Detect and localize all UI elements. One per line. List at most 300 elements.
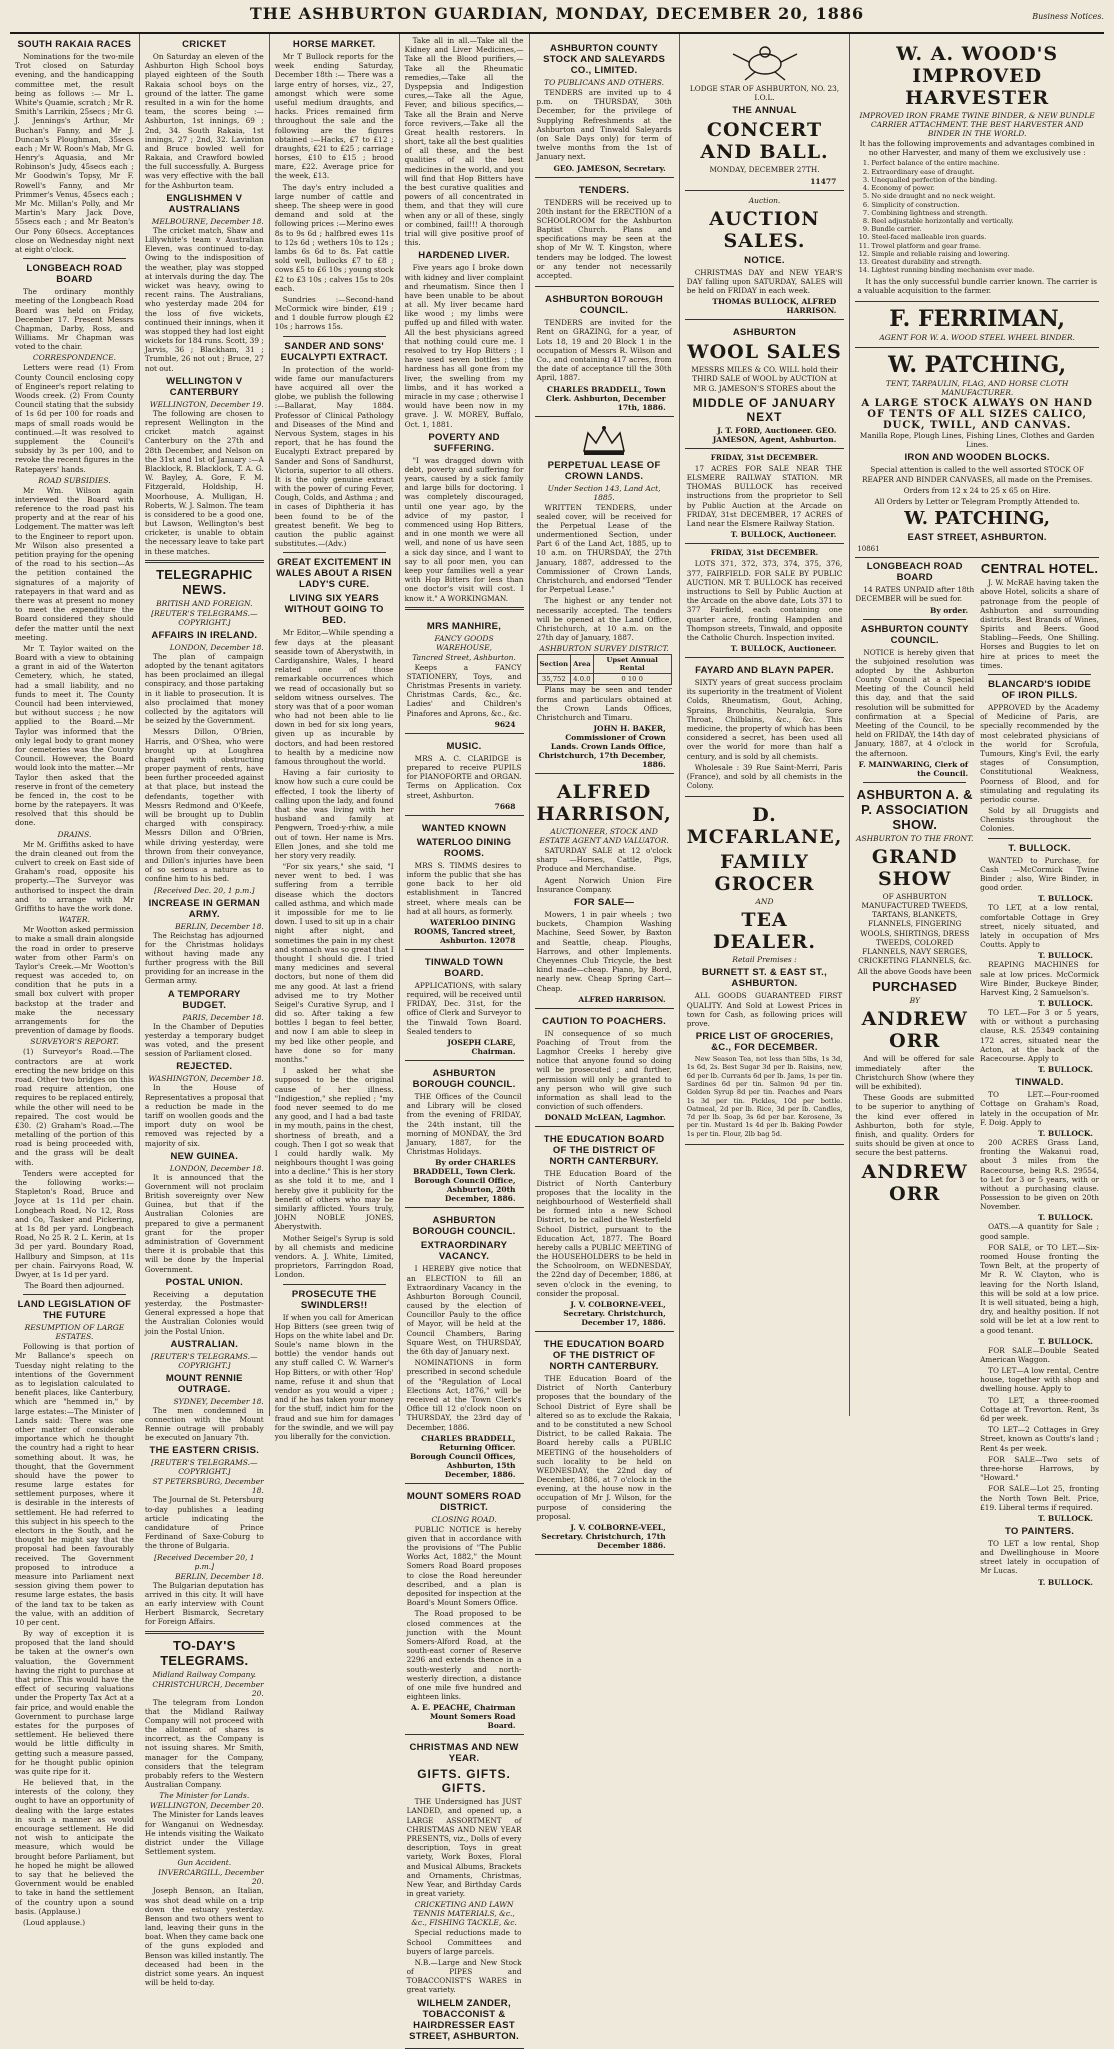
ad-title: WOOL SALES [687, 341, 842, 364]
text: Sold by all Druggists and Chemists throughout the Colonies. [980, 806, 1099, 834]
text: OATS.—A quantity for Sale ; good sample. [980, 1222, 1099, 1241]
text: Mother Seigel's Syrup is sold by all chemists and medicine vendors. A. J. White, Limited, proprietors, Farringdon Road, London. [274, 1233, 394, 1280]
ad-mount-somers [405, 1484, 524, 1736]
ad-signature: T. BULLOCK. [1038, 1336, 1093, 1346]
subheading: WATER. [59, 915, 90, 925]
list-item: 5. No side draught and no neck weight. [871, 192, 1097, 200]
subheading: [REUTER'S TELEGRAMS.—COPYRIGHT.] [151, 608, 258, 627]
text: MRS S. TIMMS desires to inform the public that she has gone back to her old establishment in Tancred street, where meals can be had at all hours, as formerly. [406, 860, 522, 916]
text: On Saturday an eleven of the Ashburton High School boys played eighteen of the South Rakaia school boys on the ground of the latter. The game resulted in a win for the home team, the scores being :— Ashburton, 1st innings, 69 ; 2nd, 34. South Rakaia, 1st innings, 27 ; 2nd, 32. Lavinton and Bruce bowled well for Rakaia, and Crawford bowled the full successfully. A. Burgess was very effective with the ball for the Ashburton team. [144, 52, 264, 190]
ad-patching [855, 348, 1099, 558]
ad-mrs-manhire [405, 614, 524, 734]
cell-area: 4.0.0 [571, 674, 594, 685]
dateline: WELLINGTON, December 19. [149, 399, 264, 409]
survey-table [537, 654, 672, 685]
ad-title: GIFTS. GIFTS. GIFTS. [417, 1767, 511, 1796]
ad-address: EAST STREET, ASHBURTON. [907, 532, 1047, 544]
text: I HEREBY give notice that an ELECTION to fill an Extraordinary Vacancy in the Ashburton Borough Council, caused by the election of Councillor Pauly to the office of Mayor, will be held at the Council Chambers, Baring Square West, on THURSDAY, the 6th day of January next. [406, 1264, 522, 1356]
heading-englishmen-v-australians: ENGLISHMEN V AUSTRALIANS [166, 192, 243, 215]
text: APPLICATIONS, with salary required, will be received until FRIDAY, Dec. 31st, for the office of Clerk and Surveyor to the Tinwald Town Board. Sealed tenders to [406, 980, 522, 1036]
ad-number: 11477 [810, 176, 837, 186]
text: LOTS 371, 372, 373, 374, 375, 376, 377, FAIRFIELD. FOR SALE BY PUBLIC AUCTION. MR T. BULLOCK has received instructions to Sell by Public Auction at the Arcade on the above date, Lots 371 to 377 Fairfield, each containing one quarter acre, fronting Hampden and Thompson streets, Tinwald, and opposite the Catholic Church. Inspection invited. [686, 559, 843, 642]
text: Mr Wootton asked permission to make a small drain alongside the road in order to preserve water from other Farm's on Taylor's Creek.—Mr Wootton's request was acceded to, on condition that he puts in a small box culvert with proper backstop at the trader and make the necessary arrangements for the prevention of damage by floods. [15, 925, 134, 1036]
divider [145, 1631, 264, 1634]
masthead [10, 4, 1104, 34]
ad-caution-poachers [535, 1009, 674, 1128]
column-2 [140, 34, 270, 1988]
heading: HARDENED LIVER. [418, 250, 510, 262]
text: NOMINATIONS in form prescribed in second schedule of the "Regulation of Local Elections Act, 1876," will be received at the Town Clerk's Office till 12 o'clock noon on THURSDAY, the 23rd day of December, 1886. [406, 1358, 522, 1432]
text: Plans may be seen and tender forms and particulars obtained at the Crown Lands Offices, Christchurch and Timaru. [536, 685, 672, 722]
ad-number: 7668 [494, 801, 516, 811]
ad-title: THE EDUCATION BOARD OF THE DISTRICT OF NORTH CANTERBURY. [543, 1134, 665, 1168]
ad-alfred-harrison [535, 774, 674, 1009]
text: Agent Norwich Union Fire Insurance Company. [536, 875, 672, 894]
ad-perpetual-lease [535, 417, 674, 775]
ad-title: FAYARD AND BLAYN PAPER. [695, 665, 834, 677]
text: The day's entry included a large number of cattle and sheep. The sheep were in good demand and sold at the following prices :—Merino ewes 8s to 9s 6d ; halfbred ewes 11s to 12s 6d ; wethers 10s to 12s ; lambs 6s 6d to 8s. Fat cattle sold well, bullocks £7 to £8 ; cows £5 to £6 10s ; young stock £2 to £3 10s ; calves 15s to 20s each. [274, 182, 394, 293]
dateline: WELLINGTON, December 20. [149, 1801, 264, 1811]
ad-tinwald [405, 950, 524, 1061]
ad-address: Tancred Street, Ashburton. [412, 652, 516, 662]
text: It has the following improvements and advantages combined in no other Harvester, and many of them we exclusively use : [859, 139, 1095, 158]
cell-section: 35,752 [537, 674, 571, 685]
text: Receiving a deputation yesterday, the Postmaster-General expressed a hope that the Australian Colonies would join the Postal Union. [144, 1289, 264, 1336]
text: WANTED to Purchase, for Cash —McCormick Twine Binder ; also, Wire Binder, in good order. [980, 855, 1099, 893]
ad-title: ASHBURTON A. & P. ASSOCIATION SHOW. [856, 786, 973, 832]
columns [10, 34, 1104, 2042]
text: The telegram from London that the Midland Railway Company will not proceed with the allotment of shares is incorrect, as the Company is not issuing shares. Mr Smith, manager for the Company, considers that the telegram probably refers to the Western Australian Company. [144, 1697, 264, 1790]
text: Joseph Benson, an Italian, was shot dead while on a trip down the estuary yesterday. Benson and two others went to land, leaving their guns in the boat. When they came back one of the guns exploded and Benson was killed instantly. The deceased had been in the district some years. An inquest will be held to-day. [144, 1886, 264, 1988]
ad-title: BLANCARD'S IODIDE OF IRON PILLS. [988, 679, 1092, 702]
list-item: 8. Reel adjustable horizontally and vertically. [871, 217, 1097, 225]
text: I asked her what she supposed to be the original cause of her illness. "Indigestion," she replied ; "my food never seemed to do me any good, and I had a bad taste in my mouth, pains in the chest, shortness of breath, and a cough. Then I got so weak that I could hardly walk. My neighbours thought I was going into a decline." This is her story as she told it to me, and I hereby give it publicity for the benefit of others who may be similarly afflicted. Yours truly, JOHN NOBLE JONES, Aberystwith. [274, 1066, 394, 1232]
text: TENDERS are invited up to 4 p.m. on THURSDAY, 30th December, for the privilege of Supplying Refreshments at the Ashburton and Tinwald Saleyards (on Sale Days only) for term of twelve months from the 1st of January next. [536, 88, 672, 162]
text: Mr Wm. Wilson again interviewed the Board with reference to the road past his property and at the rear of his Lodgement. The matter was left to the Engineer to report upon. Mr Wilson also presented a petition praying for the opening of the road to his section—As the petition contained the signatures of a majority of ratepayers in that ward and as there was at present no money to meet the expenditure the Board considered they should defer the matter until the next meeting. [15, 485, 134, 642]
list-item: 11. Trowel platform and gear frame. [871, 242, 1097, 250]
ad-title: F. FERRIMAN, [889, 306, 1066, 333]
ad-title: NOTICE. [744, 254, 785, 266]
text: TENDERS are invited for the Rent on GRAZING, for a year, of Lots 18, 19 and 20 Block 1 in the occupation of Messrs R. Wilson and Co., and containing 417 acres, from the date of acceptance till the 30th April, 1887. [536, 318, 672, 383]
ad-signature: T. BULLOCK. [1038, 951, 1093, 961]
ad-subtitle: FANCY GOODS WAREHOUSE, [434, 633, 494, 652]
ad-headline: A LARGE STOCK ALWAYS ON HAND OF TENTS OF ALL SIZES CALICO, DUCK, TWILL, AND CANVAS. [861, 398, 1093, 432]
text: (Loud applause.) [23, 1917, 86, 1927]
ad-title: CAUTION TO POACHERS. [542, 1015, 667, 1027]
text: OF ASHBURTON MANUFACTURED TWEEDS, TARTANS, BLANKETS, FLANNELS, FINGERING WOOLS, SHIRTINGS, DRESS TWEEDS, COLORED FLANNELS, NAVY SERGES, CRICKETING FLANNELS, &c. [858, 891, 972, 966]
heading: THE EASTERN CRISIS. [149, 1445, 260, 1457]
dateline: LONDON, December 18. [169, 1163, 264, 1173]
ad-subtitle: IMPROVED IRON FRAME TWINE BINDER, & NEW BUNDLE CARRIER ATTACHMENT. THE BEST HARVESTER AND BINDER IN THE WORLD. [859, 111, 1095, 138]
lodge-emblem-icon [715, 42, 815, 82]
ad-signature: T. BULLOCK. [1038, 999, 1093, 1009]
text: TO LET, a three-roomed Cottage at Trevorton. Rent, 3s 6d per week. [980, 1395, 1099, 1424]
ad-signature: T. BULLOCK, Auctioneer. [730, 644, 837, 654]
text: These Goods are submitted to be superior to anything of the kind ever offered in Ashburton, both for style, finish, and quality. Orders for suits should be given at once to secure the best patterns. [855, 1093, 975, 1158]
subheading: DRAINS. [57, 829, 92, 839]
text: FRIDAY, 31st DECEMBER. [710, 548, 819, 558]
ad-subtitle: ASHBURTON SURVEY DISTRICT. [539, 644, 669, 654]
ad-title: LONGBEACH ROAD BOARD [866, 561, 963, 584]
column-1 [10, 34, 140, 1927]
text: New Season Tea, not less than 5lbs, 1s 3d, 1s 6d, 2s. Best Sugar 3d per lb. Raisins, new, 6d per lb. Currants 6d per lb. Jams, 1s per tin. Sardines 6d per tin. Salmon 9d per tin. Golden Syrup 8d per tin. Peaches and Pears 1s 3d per tin. Pickles, 10d per bottle. Oatmeal, 2d per lb. Rice, 3d per lb. Candles, 7d per lb. Soap, 3s 6d per bar. Kerosene, 3s per tin. Mustard 1s 4d per lb. Baking Powder 1s per tin. Flour, 2lb bag 5d. [686, 1055, 843, 1138]
heading: NEW GUINEA. [170, 1150, 239, 1162]
text: Following is that portion of Mr Ballance's speech on Tuesday night relating to the intentions of the Government as to legislation calculated to benefit places, like Canterbury, which are "hemmed in," by large estates:—The Minister of Lands said: There was one other matter of considerable importance which he thought the country had a right to hear something about. It was, he thought, that the Government should have the power to resume large estates for settlement purposes, where it is desirable in the interests of settlement. He had referred to this subject in his speech to the electors in the South, and he thought he might say that the proposal had been favourably received. The Government proposed to introduce a measure into Parliament next session giving them power to resume large estates, the basis of the land tax to be taken as the value, with an addition of 10 per cent. [15, 1342, 134, 1627]
divider [283, 552, 386, 553]
ad-signature: ALFRED HARRISON. [578, 994, 666, 1004]
text: Mr T. Taylor waited on the Board with a view to obtaining a grant in aid of the Waterton Cemetery, which, he stated, had a small liability, and no funds to meet it. The County Council had been interviewed, but without success ; he now applied to the Board.—Mr Taylor was informed that the only legal body to grant money for cemeteries was the County Council. However, the Board would look into the matter.—Mr Taylor then asked that the reserve in front of the cemetery be fenced in, the cost to be borne by the ratepayers. It was resolved that this should be done. [15, 643, 134, 828]
ad-title: THE EDUCATION BOARD OF THE DISTRICT OF NORTH CANTERBURY. [543, 1339, 665, 1372]
text: TO LET.—Four-roomed Cottage on Graham's Road, lately in the occupation of Mr. F. Doig. Apply to [980, 1090, 1099, 1127]
col-header-area: Area [571, 655, 594, 674]
dateline: BERLIN, December 18. [174, 921, 264, 931]
column-business [850, 34, 1104, 1587]
ad-subtitle: TENT, TARPAULIN, FLAG, AND HORSE CLOTH MANUFACTURER. [885, 379, 1069, 398]
ad-title: D. MCFARLANE, [686, 804, 843, 849]
ad-signature: T. BULLOCK. [1038, 1065, 1093, 1075]
text: THE Offices of the Council and Library will be closed from the evening of FRIDAY, the 24th instant, till the morning of MONDAY, the 3rd January, 1887, for the Christmas Holidays. [406, 1092, 522, 1157]
ad-signature: ANDREW ORR [861, 1160, 968, 1205]
column-5 [530, 34, 680, 1550]
text: Mr M. Griffiths asked to have the drain cleaned out from the culvert to creek on East side of Graham's road, opposite his property.—The Surveyor was authorised to inspect the drain and to arrange with Mr Griffiths to have the work done. [15, 839, 134, 913]
ad-title: TENDERS. [578, 184, 630, 196]
list-item: 1. Perfect balance of the entire machine. [871, 159, 1097, 167]
ad-signature: T. BULLOCK, Auctioneer. [730, 530, 837, 540]
ad-headline: IRON AND WOODEN BLOCKS. [904, 452, 1050, 464]
ad-fayard-blayn [685, 658, 845, 797]
text: The ordinary monthly meeting of the Longbeach Road Board was held on Friday, December 17. Present Messrs Chapman, Darby, Ross, and Williams. Mr Chapman was voted to the chair. [15, 287, 134, 352]
ad-title: WATERLOO DINING ROOMS. [416, 836, 512, 859]
ad-auction-sales [685, 191, 845, 321]
column-3 [270, 34, 400, 1441]
business-left [855, 558, 974, 1587]
subheading: The Minister for Lands. [159, 1791, 250, 1801]
list-item: 9. Bundle carrier. [871, 225, 1097, 233]
dateline: CHRISTCHURCH, December 20. [152, 1679, 264, 1698]
text: PUBLIC NOTICE is hereby given that in accordance with the provisions of "The Public Works Act, 1882," the Mount Somers Road Board proposes to close the Road hereunder described, and a plan is deposited for inspection at the Board's Mount Somers Office. [406, 1524, 522, 1608]
ad-subtitle: ASHBURTON TO THE FRONT. [856, 833, 974, 843]
ad-borough-grazing [535, 287, 674, 416]
heading-cricket: CRICKET [182, 39, 227, 50]
text: The Reichstag has adjourned for the Christmas holidays without having made any further progress with the Bill providing for an increase in the German army. [144, 930, 264, 986]
text: TO LET, at a low rental, comfortable Cottage in Grey street, nicely situated, and lately in occupation of Mrs Coutts. Apply to [980, 903, 1099, 950]
column-4 [400, 34, 530, 2042]
ad-subtitle: PRICE LIST OF GROCERIES, &C., FOR DECEMBER. [695, 1031, 834, 1054]
text: NOTICE is hereby given that the subjoined resolution was adopted by the Ashburton County Council at a Special Meeting of the Council held this day, and that the said resolution will be submitted for confirmation at a Special Meeting of the Council, to be held on FRIDAY, the 14th day of January, 1887, at 4 o'clock in the afternoon. [855, 647, 975, 758]
ad-title: EXTRAORDINARY VACANCY. [420, 1240, 508, 1263]
ad-title: ANDREW ORR [861, 1008, 968, 1053]
ad-title: FOR SALE— [573, 897, 635, 908]
ad-signature: THOMAS BULLOCK, ALFRED HARRISON. [712, 297, 837, 316]
ad-subtitle: TO PUBLICANS AND OTHERS. [544, 78, 665, 87]
text: Nominations for the two-mile Trot closed on Saturday evening, and the handicapping committee met, the result being as follows :— Mr L. White's Quamie, scratch ; Mr R. Smith's Larrikin, 25secs ; Mr G. J. Jennings's Arthur, Mr Buchan's Fanny, and Mr J. Duncan's Ploughman, 35secs each ; Mr W. Roon's Mab, Mr G. Henry's Aquasia, and Mr Robinson's Judy, 45secs each ; Mr Goodwin's Topsy, Mr F. Rowell's Fanny, and Mr Primmer's Venus, 45secs each ; Mr Mc. Millan's Polly, and Mr Martin's Mary Jack Dove, 55secs each ; and Mr Beaton's Our Pony 60secs. Acceptances close on Wednesday night next at eight o'clock. [15, 52, 134, 254]
ad-number: 9624 [494, 719, 516, 729]
list-item: 13. Greatest durability and strength. [871, 258, 1097, 266]
ad-number: 10861 [857, 545, 880, 554]
ad-17-acres [685, 449, 845, 545]
heading: AFFAIRS IN IRELAND. [151, 629, 258, 641]
dateline: ST PETERSBURG, December 18. [152, 1477, 264, 1496]
text: The Minister for Lands leaves for Wanganui on Wednesday. He intends visiting the Waikato district under the Village Settlement system. [144, 1810, 264, 1857]
text: "For six years," she said, "I never went to bed. I was suffering from a terrible disease which the doctors called asthma, and which made it impossible for me to lie down. I used to sit up in a chair night after night, and sometimes the pain in my chest and stomach was so great that I thought I should die. I tried many medicines and several doctors, but none of them did me any good. At last a friend advised me to try Mother Seigel's Curative Syrup, and I did so. After taking a few bottles I began to feel better, and now I am able to sleep in my bed like other people, and have done so for many months." [274, 862, 394, 1064]
ad-education-board-2 [535, 1332, 674, 1555]
text: All Orders by Letter or Telegram Promptly Attended to. [874, 496, 1080, 506]
divider [988, 674, 1091, 675]
text: The following are chosen to represent Wellington in the cricket match against Canterbury on the 27th and 28th December, and Nelson on the 31st and 1st of January :—A Blacklock, R. Blacklock, T. A. G. W. Bayley, A. Gore, F. M. Fitzgerald, Holdship, H. Moorhouse, A. Mulligan, H. Roberts, W. J. Salmon. The team is considered to be a good one, but Lawson, Wellington's best cricketer, is unable to obtain the necessary leave to take part in these matches. [144, 408, 264, 556]
text: Take all in all.—Take all the Kidney and Liver Medicines,—Take all the Blood purifiers,—Take all the Rheumatic remedies,—Take all the Dyspepsia and Indigestion cures,—Take all the Ague, Fever, and bilious specifics,—Take all the Brain and Nerve force revivers,—Take all the Great health restorers. In short, take all the best qualities of all these, and the best qualities of all the best medicines in the world, and you will find that Hop Bitters have the best curative qualities and powers of all concentrated in them, and that they will cure when any or all of these, singly or combined, fail!!! A thorough trial will give positive proof of this. [404, 36, 524, 248]
crown-emblem-icon [574, 423, 634, 457]
text: MESSRS MILES & CO. WILL hold their THIRD SALE of WOOL by AUCTION at MR G. JAMESON'S STORES about the [691, 365, 838, 393]
divider [145, 560, 264, 563]
heading: POSTAL UNION. [165, 1276, 244, 1288]
subheading: Gun Accident. [177, 1858, 232, 1868]
col-header-rent: Upset Annual Rental [593, 655, 671, 674]
ad-saleyards [535, 36, 674, 178]
dateline: WASHINGTON, December 18. [148, 1074, 264, 1084]
ad-title: CENTRAL HOTEL. [980, 561, 1099, 577]
list-item: 7. Combining lightness and strength. [871, 209, 1097, 217]
ad-title: MRS MANHIRE, [426, 620, 502, 632]
text: N.B.—Large and New Stock of PIPES and TOBACCONIST'S WARES in great variety. [406, 1957, 522, 1995]
heading-telegraphic-news: TELEGRAPHIC NEWS. [156, 566, 253, 597]
heading: REJECTED. [176, 1061, 233, 1073]
ad-music [405, 734, 524, 816]
text: FOR SALE, or TO LET.—Six-roomed House fronting the Town Belt, at the property of Mr R. W. Clayton, who is leaving for the North Island, this will be sold at a low price. It is well situated, being a high, dry, and healthy position. If not sold will be let at a low rent to a good tenant. [980, 1242, 1099, 1335]
ad-signature: JOSEPH CLARE, Chairman. [447, 1038, 516, 1056]
ad-subtitle: Retail Premises : [732, 955, 797, 965]
ad-subtitle: AND [755, 897, 774, 907]
text: Mr T Bullock reports for the week ending Saturday, December 18th :— There was a large entry of horses, viz., 27, amongst which were some useful medium draughts, and hacks. Prices remained firm throughout the sale and the following are the figures obtained :—Hacks, £7 to £12 ; draughts, £21 to £25 ; carriage horses, £10 to £15 ; brood mare, £22. Average price for the week, £13. [274, 52, 394, 181]
divider [405, 607, 524, 610]
ad-ferriman [855, 302, 1099, 348]
divider [283, 336, 386, 337]
text: THE Education Board of the District of North Canterbury proposes that the boundary of the School District of Eyre shall be altered so as to exclude the Rakaia, and to be constituted a new School District, to be called Rakaia. The Board hereby calls a PUBLIC MEETING of the householders of such locality to be held on WEDNESDAY, the 22nd day of December, 1886, at 7 o'clock in the evening, at the house now in the occupation of Mr J. Wilson, for the purpose of considering the proposal. [536, 1374, 672, 1521]
ad-title: ASHBURTON BOROUGH COUNCIL. [545, 294, 664, 317]
text: SIXTY years of great success proclaim its superiority in the treatment of Violent Colds, Rheumatism, Gout, Aching, Sprains, Bronchitis, Neuralgia, Sore Throat, Chilblains, &c., &c. This medicine, the property of which has been considered a secret, has been used all over the world for more than half a century, and is sold by all chemists. [686, 678, 843, 761]
ad-mcfarlane [685, 797, 845, 1145]
ad-title: TEA DEALER. [713, 909, 816, 954]
ad-signature: T. BULLOCK. [1038, 894, 1093, 904]
text: Messrs Dillon, O'Brien, Harris, and O'Shea, who were brought up at Loughrea charged with obstructing proper payment of rents, have been further proceeded against at that place, but instead the defendants, together with Messrs Redmond and O'Keefe, will be brought up to Dublin charged with conspiracy. Messrs Dillon and O'Brien, while driving yesterday, were thrown from their conveyance, and Dillon's injuries have been of so serious a nature as to confine him to his bed. [144, 727, 264, 884]
text: The Board then adjourned. [24, 1281, 125, 1291]
ad-title: PERPETUAL LEASE OF CROWN LANDS. [547, 459, 661, 482]
ad-extraordinary-vacancy [405, 1208, 524, 1483]
column-6 [680, 34, 851, 1416]
text: Wholesale : 39 Rue Saint-Merri, Paris (France), and sold by all chemists in the Colony. [686, 762, 843, 791]
text: LODGE STAR OF ASHBURTON, NO. 23, I.O.L. [689, 84, 840, 103]
newspaper-title: THE ASHBURTON GUARDIAN, MONDAY, DECEMBER 20, 1886 [249, 4, 865, 23]
subheading: ROAD SUBSIDIES. [38, 475, 111, 485]
text: J. W. McRAE having taken the above Hotel, solicits a share of patronage from the people of Ashburton and surrounding districts. Best Brands of Wines, Spirits and Beers. Good Stabling—Feeds, One Shilling. Horses and Buggies to let on hire at prices to meet the times. [980, 578, 1099, 670]
text: FOR SALE—Double Seated American Waggon. [980, 1345, 1099, 1364]
ad-title: ASHBURTON BOROUGH COUNCIL. [412, 1068, 516, 1090]
text: (1) Surveyor's Road.—The contractors are at work erecting the new bridge on this road. Other two bridges on this road require attention, one requires to be replaced entirely, while the other will need to be repaired. The cost would be £30. (2) Graham's Road.—The metalling of the portion of this road is being proceeded with, and the grass will be dealt with. [15, 1047, 134, 1167]
text: MONDAY, DECEMBER 27TH. [709, 165, 820, 175]
text: The plan of campaign adopted by the tenant agitators has been proclaimed an illegal conspiracy, and those partaking in it liable to prosecution. It is also proclaimed that money collected by the agitators will be seized by the Government. [144, 651, 264, 726]
text: APPROVED by the Academy of Medicine of Paris, are specially recommended by the most celebrated physicians of the world for Scrofula, Tumours, King's Evil, the early stages of Consumption, Constitutional Weakness, Poorness of Blood, and for stimulating and regulating its periodic course. [980, 703, 1099, 804]
text: THE Education Board of the District of North Canterbury proposes that the locality in the neighbourhood of Westerfield shall be formed into a new School District, to be called the Westerfield School District, pursuant to the Education Act, 1877. The Board hereby calls a PUBLIC MEETING of the HOUSEHOLDERS to be held in the Schoolroom, on WEDNESDAY, the 22nd day of December, 1886, at seven o'clock in the evening, to consider the proposal. [536, 1169, 672, 1298]
ad-title: CONCERT AND BALL. [700, 119, 829, 164]
ad-title: ASHBURTON BOROUGH COUNCIL. [412, 1215, 516, 1238]
table-header [537, 655, 671, 674]
feature-list [871, 159, 1097, 274]
text: And will be offered for sale immediately after the Christchurch Show (where they will be exhibited). [855, 1054, 975, 1092]
text: WRITTEN TENDERS, under sealed cover, will be received for the Perpetual Lease of the undermentioned Section, under Part 6 of the Land Act, 1885, up to 10 a.m. on THURSDAY, the 27th January, 1887, addressed to the Commissioner of Crown Lands, Christchurch, and endorsed "Tender for Perpetual Lease." [536, 502, 672, 595]
text: "I was dragged down with debt, poverty and suffering for years, caused by a sick family and large bills for doctoring. I was completely discouraged, until one year ago, by the advice of my pastor, I commenced using Hop Bitters, and in one month we were all well, and none of us have seen a sick day since, and I want to say to all poor men, you can keep your families well a year with Hop Bitters for less than one doctor's visit will cost. I know it." A WORKINGMAN. [404, 455, 524, 603]
ad-signature: J. T. FORD, Auctioneer. GEO. JAMESON, Agent, Ashburton. [712, 425, 837, 444]
heading-wellington-v-canterbury: WELLINGTON V CANTERBURY [166, 375, 243, 398]
text: TENDERS will be received up to 20th instant for the ERECTION of a SCHOOLROOM for the Ashburton Baptist Church. Plans and specifications may be seen at the shop of Mr W. T. Kingston, where tenders may be lodged. The lowest or any tender not necessarily accepted. [536, 197, 672, 280]
ad-title: W. A. WOOD'S IMPROVED HARVESTER [896, 43, 1059, 109]
ad-christmas-gifts [405, 1735, 524, 2048]
text: Manilla Rope, Plough Lines, Fishing Lines, Clothes and Garden Lines. [859, 431, 1095, 450]
text: SATURDAY SALE at 12 o'clock sharp —Horses, Cattle, Pigs, Produce and Merchandise. [536, 846, 672, 874]
text: The men condemned in connection with the Mount Rennie outrage will probably be executed on January 7th. [144, 1405, 264, 1443]
dateline: INVERCARGILL, December 20. [158, 1868, 264, 1887]
subheading: RESUMPTION OF LARGE ESTATES. [24, 1323, 125, 1342]
ad-signature: T. BULLOCK. [1038, 1213, 1093, 1223]
ad-title: TINWALD. [1015, 1077, 1064, 1089]
subheading: [REUTER'S TELEGRAMS.—COPYRIGHT.] [151, 1351, 258, 1370]
ad-signature: T. BULLOCK. [1038, 1128, 1093, 1138]
ad-title: MIDDLE OF JANUARY NEXT [692, 395, 837, 424]
ad-address: BURNETT ST. & EAST ST., ASHBURTON. [701, 967, 828, 990]
text: By way of exception it is proposed that the land should be taken at the owner's own valuation, the Government having the right to purchase at that price. This would have the effect of securing valuations under the Property Tax Act at a fair price, and would enable the Government to purchase large estates for the purposes of settlement. He believed there would be little difficulty in getting such a measure passed, for he thought public opinion was quite ripe for it. [15, 1629, 134, 1776]
text: Special attention is called to the well assorted STOCK OF REAPER AND BINDER CANVASES, all made on the Premises. [862, 465, 1093, 484]
text: The cricket match, Shaw and Lillywhite's team v Australian Eleven, was continued to-day. Owing to the indisposition of the weather, play was stopped at intervals during the day. The wicket was heavy, owing to recent rains. The Australians, who yesterday made 204 for the loss of five wickets, continued their innings, when it was stopped they had lost eight wickets for 184 runs. Scott, 39 ; Jarvis, 36 ; Blackham, 31 ; Trumble, 26 not out ; Bruce, 27 not out. [144, 225, 264, 373]
text: Orders from 12 x 24 to 25 x 65 on Hire. [903, 485, 1051, 495]
subheading: [REUTER'S TELEGRAMS.—COPYRIGHT.] [151, 1458, 258, 1477]
text: Having a fair curiosity to know how such a cure could be effected, I took the liberty of calling upon the lady, and found that she was living with her husband and family at Pengwern, Troed-y-rhiw, a mile out of town. Her name is Mrs. Ellen Jones, and she told me her story very readily. [274, 768, 394, 860]
text: Mr Editor,—While spending a few days at the pleasant seaside town of Aberystwith, in Cardiganshire, Wales, I heard related one of those remarkable occurrences which we read of occasionally but so seldom witness ourselves. The story was that of a poor woman who had not been able to lie down in bed for six long years, given up as incurable by doctors, and had been restored to health by a medicine now famous throughout the world. [274, 628, 394, 766]
list-item: 10. Steel-faced malleable iron guards. [871, 233, 1097, 241]
text: ALL GOODS GUARANTEED FIRST QUALITY. And Sold at Lowest Prices in town for Cash, as following prices will prove. [686, 991, 843, 1028]
list-item: 14. Lightest running binding mechanism ever made. [871, 266, 1097, 274]
ad-education-board-1 [535, 1127, 674, 1332]
text: TO LET.—For 3 or 5 years, with or without a purchasing clause, R.S. 25349 containing 172 acres, situated near the Acton, at the back of the Racecourse. Apply to [980, 1008, 1099, 1064]
ad-title: MUSIC. [446, 740, 482, 752]
text: Five years ago I broke down with kidney and liver complaint and rheumatism. Since then I have been unable to be about at all. My liver became hard like wood ; my limbs were puffed up and filled with water. All the best physicians agreed that nothing could cure me. I resolved to try Hop Bitters ; I have used seven bottles ; the hardness has all gone from my liver, the swelling from my limbs, and it has worked a miracle in my case ; otherwise I would have been now in my grave. J. W. MOREY, Buffalo, Oct. 1, 1881. [404, 263, 524, 429]
dateline: PARIS, December 18. [182, 1012, 264, 1022]
ad-title: AUCTION SALES. [709, 207, 820, 252]
business-right [980, 558, 1099, 1587]
heading: INCREASE IN GERMAN ARMY. [148, 897, 261, 920]
text: 17 ACRES FOR SALE NEAR THE ELSMERE RAILWAY STATION. MR THOMAS BULLOCK has received instructions from the proprietor to Sell by Public Auction at the Arcade on FRIDAY, 31st DECEMBER, 17 ACRES of Land near the Elsmere Railway Station. [686, 463, 843, 528]
ad-title: T. BULLOCK. [1008, 842, 1071, 854]
ad-subtitle: Auction. [748, 195, 781, 205]
text: The highest or any tender not necessarily accepted. The tenders will be opened at the Land Office, Christchurch, at 10 a.m. on the 27th day of January, 1887. [536, 596, 672, 643]
text: FOR SALE—Two sets of three-horse Harrows, by "Howard." [980, 1454, 1099, 1483]
divider [863, 782, 966, 783]
divider [988, 838, 1091, 839]
text: FRIDAY, 31st DECEMBER. [710, 452, 819, 462]
heading-south-rakaia-races: SOUTH RAKAIA RACES [17, 39, 132, 50]
cell-rent: 0 10 0 [593, 674, 671, 685]
text: All the above Goods have been [857, 967, 972, 977]
business-two-column [855, 558, 1099, 1587]
text: FOR SALE—Lot 25, fronting the North Town Belt. Price, £19. Liberal terms if required. [980, 1484, 1099, 1512]
ad-title: PURCHASED [872, 979, 958, 995]
ad-signature: T. BULLOCK. [1038, 1513, 1093, 1523]
heading: POVERTY AND SUFFERING. [428, 431, 500, 454]
heading: AUSTRALIAN. [170, 1338, 239, 1350]
divider [23, 1294, 126, 1295]
ad-subtitle: CRICKETING AND LAWN TENNIS MATERIALS, &c., &c., FISHING TACKLE, &c. [411, 1900, 517, 1928]
text: The Road proposed to be closed commences at the junction with the Mount Somers-Alford Road, at the south-east corner of Reserve 2296 and extends thence in a south-westerly and north-westerly direction, a distance of one mile five hundred and eighteen links. [406, 1609, 522, 1702]
ad-signature: By order CHARLES BRADDELL, Town Clerk. Borough Council Office, Ashburton, 20th December, 1886. [413, 1158, 516, 1204]
text: The Journal de St. Petersburg to-day publishes a leading article indicating the candidature of Prince Ferdinand of Saxe-Coburg to the throne of Bulgaria. [144, 1495, 264, 1551]
ad-title: FAMILY GROCER [714, 851, 815, 896]
text: CHRISTMAS DAY and NEW YEAR'S DAY falling upon SATURDAY, SALES will be held on FRIDAY in each week. [686, 267, 843, 295]
text: TO LET a low rental, Shop and Dwellinghouse in Moore street lately in occupation of Mr Lucas. [980, 1538, 1099, 1576]
heading: A TEMPORARY BUDGET. [167, 988, 241, 1011]
ad-signature: J. V. COLBORNE-VEEL, Secretary. Christchurch, 17th December 1886. [541, 1523, 666, 1550]
list-item: 6. Simplicity of construction. [871, 201, 1097, 209]
text: It is announced that the Government will not proclaim British sovereignty over New Guinea, but that if the Australian Colonies are prepared to give a permanent grant for the proper administration of Government there it is probable that this will be done by the Imperial Government. [144, 1172, 264, 1274]
ad-title: THE ANNUAL [732, 105, 797, 117]
ad-title: ASHBURTON [732, 327, 797, 339]
text: Keeps a FANCY STATIONERY, Toys, and Christmas Presents in variety. Christmas Cards, &c., &c. Ladies' and Children's Pinafores and Aprons, &c., &c. [406, 662, 522, 718]
subheading: Midland Railway Company. [152, 1669, 257, 1679]
ad-signature: CHARLES BRADDELL, Returning Officer. Borough Council Offices, Ashburton, 15th December, 1886. [409, 1433, 516, 1479]
text: 200 ACRES Grass Land, fronting the Wakanui road, about 3 miles from the Racecourse, being R.S. 29554, to Let for 3 or 5 years, with or without a purchasing clause. Possession to be given on 20th November. [980, 1137, 1099, 1212]
ad-wood-harvester [855, 36, 1099, 302]
ad-waterloo [405, 816, 524, 950]
ad-subtitle: Under Section 143, Land Act, 1885. [547, 483, 661, 502]
heading-horse-market: HORSE MARKET. [292, 39, 376, 50]
text: Special reductions made to School Committees and buyers of large parcels. [406, 1928, 522, 1956]
ad-signature: JOHN H. BAKER, Commissioner of Crown Lands. Crown Lands Office, Christchurch, 17th December, 1886. [538, 724, 666, 770]
subheading: CORRESPONDENCE. [32, 353, 117, 363]
dateline: MELBOURNE, December 18. [151, 216, 264, 226]
divider [863, 619, 966, 620]
text: In protection of the world-wide fame our manufacturers have acquired all over the globe, we publish the following :—Ballarat, May 1884. Professor of Clinical Pathology and Diseases of the Mind and Nervous System, stages in his report, that he has found the Eucalypti Extract prepared by Sander and Sons of Sandhurst, Victoria, superior to all others. It is the only genuine extract with the power of curing Fever, Cough, Colds, and Asthma ; and in cases of Diphtheria it has been found to be of the greatest benefit. We beg to caution the public against substitutes.—(Adv.) [274, 364, 394, 549]
ad-tenders [535, 178, 674, 288]
col-header-section: Section [537, 655, 571, 674]
ad-signature: WATERLOO DINING ROOMS, Tancred street, Ashburton. 12078 [413, 917, 516, 945]
ad-signature: J. V. COLBORNE-VEEL, Secretary. Christchurch, December 17, 1886. [563, 1300, 666, 1327]
text: 14 RATES UNPAID after 18th DECEMBER will be sued for. [855, 585, 975, 604]
ad-title: TINWALD TOWN BOARD. [424, 956, 504, 979]
heading-land-legislation: LAND LEGISLATION OF THE FUTURE [17, 1299, 132, 1322]
ad-signature: T. BULLOCK. [1038, 1577, 1093, 1587]
ad-subtitle: AUCTIONEER, STOCK AND ESTATE AGENT AND VALUATOR. [539, 827, 669, 846]
text: IN consequence of so much Poaching of Trout from the Lagmhor Creeks I hereby give notice that anyone found so doing will be prosecuted ; and further, permission will only be granted to any person who will give such information as shall lead to the conviction of such offenders. [536, 1028, 672, 1112]
text: In the House of Representatives a proposal that a reduction be made in the tariff on woollen goods and the import duty on wool be removed was rejected by a majority of six. [144, 1083, 264, 1148]
text: It has the only successful bundle carrier known. The carrier is a valuable acquisition to the farmer. [857, 276, 1097, 295]
ad-signature: GEO. JAMESON, Secretary. [553, 163, 666, 173]
ad-title: CHRISTMAS AND NEW YEAR. [409, 1742, 519, 1765]
divider [23, 258, 126, 259]
heading-great-excitement: GREAT EXCITEMENT IN WALES ABOUT A RISEN LADY'S CURE. [276, 557, 393, 591]
ad-signature: F. MAINWARING, Clerk of the Council. [858, 759, 969, 778]
text: Sundries :—Second-hand McCormick wire binder, £19 ; and 1 double furrow plough £2 10s ; harrows 15s. [274, 294, 394, 332]
ad-signature: W. PATCHING, [904, 508, 1051, 530]
ad-signature: DONALD McLEAN, Lagmhor. [544, 1113, 666, 1123]
ad-title: WANTED KNOWN [421, 822, 507, 834]
ad-borough-council [405, 1061, 524, 1208]
text: Letters were read (1) From County Council enclosing copy of Engineer's report relating to Woods creek. (2) From County Council stating that the subsidy of 1s 6d per 100 for roads and maps of small roads would be continued.—It was resolved to supplement the Council's subsidy by 3s per 100, and to revoke the recent figures in the Ratepayers' hands. [15, 363, 134, 474]
heading-longbeach-road-board: LONGBEACH ROAD BOARD [26, 263, 123, 286]
dateline: LONDON, December 18. [169, 642, 264, 652]
heading-todays-telegrams: TO-DAY'S TELEGRAMS. [160, 1637, 249, 1668]
text: Mowers, 1 in pair wheels ; two buckets, Champion Washing Machine, Seed Sower, by Baxton and Seattle, cheap. Ploughs, Harrows, and other Implements. Cheyennes Club Tricycle, the best kind made—cheap. Piano, by Bord, nearly new. Cheap Spring Cart—Cheap. [536, 910, 672, 993]
ad-title: ALFRED HARRISON, [536, 781, 672, 826]
heading: MOUNT RENNIE OUTRAGE. [165, 1372, 243, 1395]
text: Tenders were accepted for the following works:— Stapleton's Road, Bruce and Joyce at 1s 11d per chain. Longbeach Road, No 12, Ross and Co, Tasker and Pickering, at 1s 8d per yard. Longbeach Road, No 25 R. 2 L. Kerin, at 1s 3d per yard. Boundary Road, Hallbury and Simpson, at 11s per chain. Fairvyons Road, W. Dwyer, at 1s 1d per yard. [15, 1168, 134, 1279]
ad-signature: By order. [930, 605, 969, 615]
table-row [537, 674, 671, 685]
